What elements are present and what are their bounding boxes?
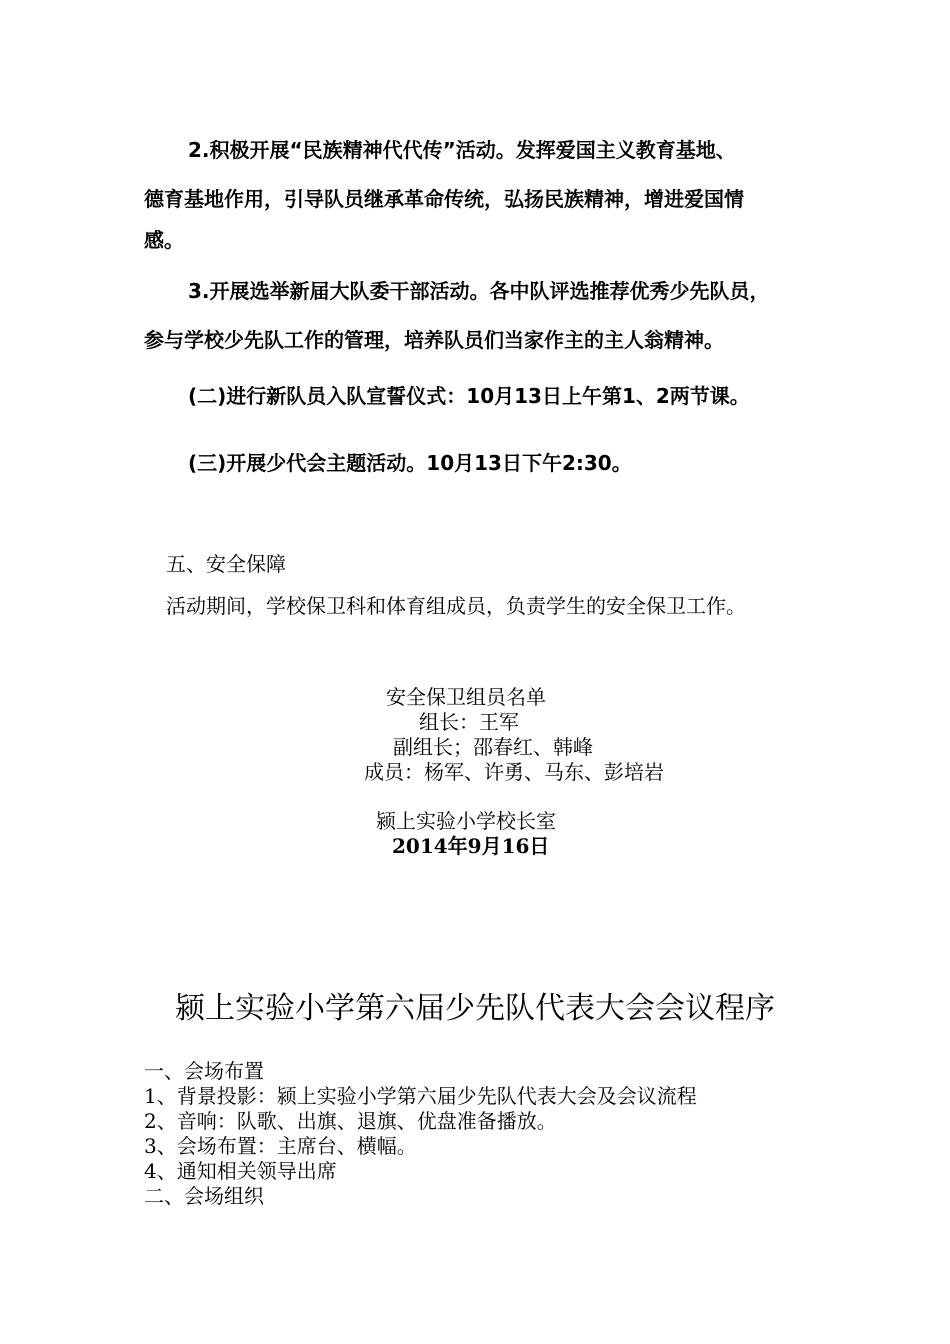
section-five-body: 活动期间，学校保卫科和体育组成员，负责学生的安全保卫工作。	[166, 594, 746, 618]
agenda-item-3: 3、会场布置：主席台、横幅。	[144, 1134, 417, 1158]
agenda-title: 颍上实验小学第六届少先队代表大会会议程序	[175, 991, 775, 1026]
item2-line2: 德育基地作用，引导队员继承革命传统，弘扬民族精神，增进爱国情	[144, 187, 744, 211]
security-list-leader: 组长：王军	[419, 710, 519, 734]
agenda-item-2: 2、音响：队歌、出旗、退旗、优盘准备播放。	[144, 1109, 557, 1133]
agenda-item-4: 4、通知相关领导出席	[144, 1159, 337, 1183]
item3-line2: 参与学校少先队工作的管理，培养队员们当家作主的主人翁精神。	[144, 328, 724, 352]
agenda-section-two: 二、会场组织	[144, 1184, 264, 1208]
section-five-heading: 五、安全保障	[166, 552, 286, 576]
security-list-members: 成员：杨军、许勇、马东、彭培岩	[364, 760, 664, 784]
signature-office: 颍上实验小学校长室	[376, 809, 556, 833]
item2-line3: 感。	[144, 228, 184, 252]
agenda-section-one: 一、会场布置	[144, 1059, 264, 1083]
item2-line1: 2.积极开展“民族精神代代传”活动。发挥爱国主义教育基地、	[188, 138, 736, 162]
sub-item-two: (二)进行新队员入队宣誓仪式：10月13日上午第1、2两节课。	[188, 384, 750, 408]
signature-date: 2014年9月16日	[392, 834, 550, 858]
sub-item-three: (三)开展少代会主题活动。10月13日下午2:30。	[188, 451, 632, 475]
agenda-item-1: 1、背景投影：颍上实验小学第六届少先队代表大会及会议流程	[144, 1084, 697, 1108]
security-list-title: 安全保卫组员名单	[386, 685, 546, 709]
security-list-deputy: 副组长；邵春红、韩峰	[393, 735, 593, 759]
item3-line1: 3.开展选举新届大队委干部活动。各中队评选推荐优秀少先队员，	[188, 279, 770, 303]
